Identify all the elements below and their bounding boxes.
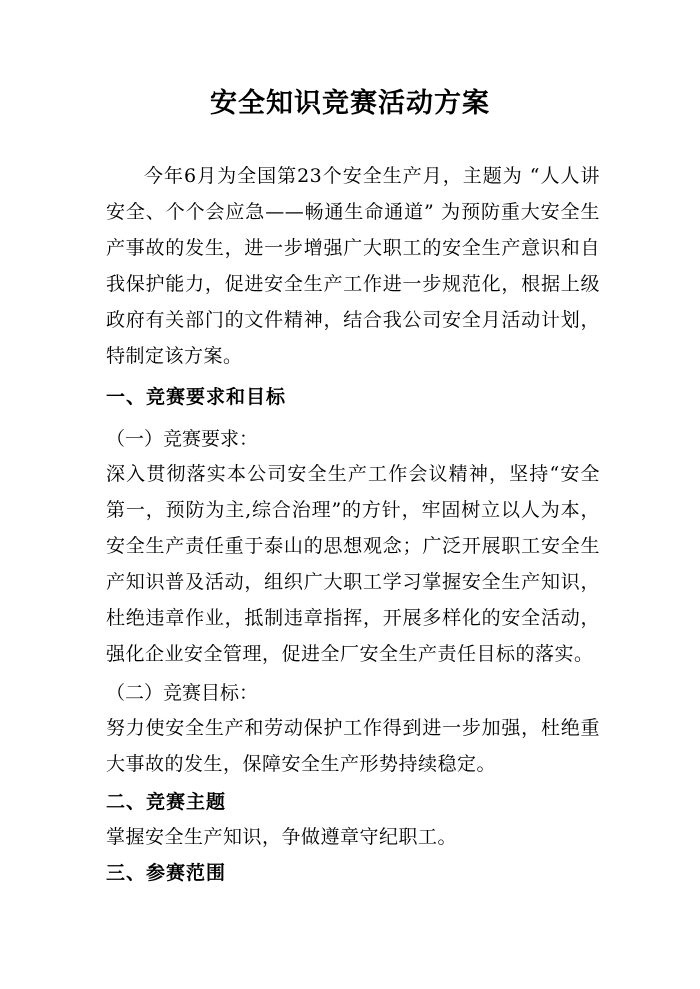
- section-heading-requirements-goals: 一、竞赛要求和目标: [106, 386, 287, 408]
- subsection-title-requirements: （一）竞赛要求：: [106, 428, 259, 450]
- intro-paragraph: 今年6月为全国第23个安全生产月，主题为 “人人讲安全、个个会应急——畅通生命通道” 为预防重大安全生产事故的发生，进一步增强广大职工的安全生产意识和自我保护能力，促进安全生产工作进一步规范化，根据上级政府有关部门的文件精神，结合我公司安全月活动计划，特制定该方案。: [106, 165, 600, 367]
- theme-paragraph: 掌握安全生产知识，争做遵章守纪职工。: [106, 826, 458, 848]
- section-heading-theme: 二、竞赛主题: [106, 791, 227, 813]
- document-title: 安全知识竞赛活动方案: [210, 88, 490, 119]
- subsection-title-goals: （二）竞赛目标：: [106, 682, 259, 704]
- goals-paragraph: 努力使安全生产和劳动保护工作得到进一步加强，杜绝重大事故的发生，保障安全生产形势持续稳定。: [106, 717, 600, 775]
- section-heading-scope: 三、参赛范围: [106, 862, 227, 884]
- requirements-paragraph: 深入贯彻落实本公司安全生产工作会议精神，坚持“安全第一，预防为主,综合治理”的方针，牢固树立以人为本，安全生产责任重于泰山的思想观念；广泛开展职工安全生产知识普及活动，组织广大职工学习掌握安全生产知识，杜绝违章作业，抵制违章指挥，开展多样化的安全活动，强化企业安全管理，促进全厂安全生产责任目标的落实。: [106, 463, 600, 665]
